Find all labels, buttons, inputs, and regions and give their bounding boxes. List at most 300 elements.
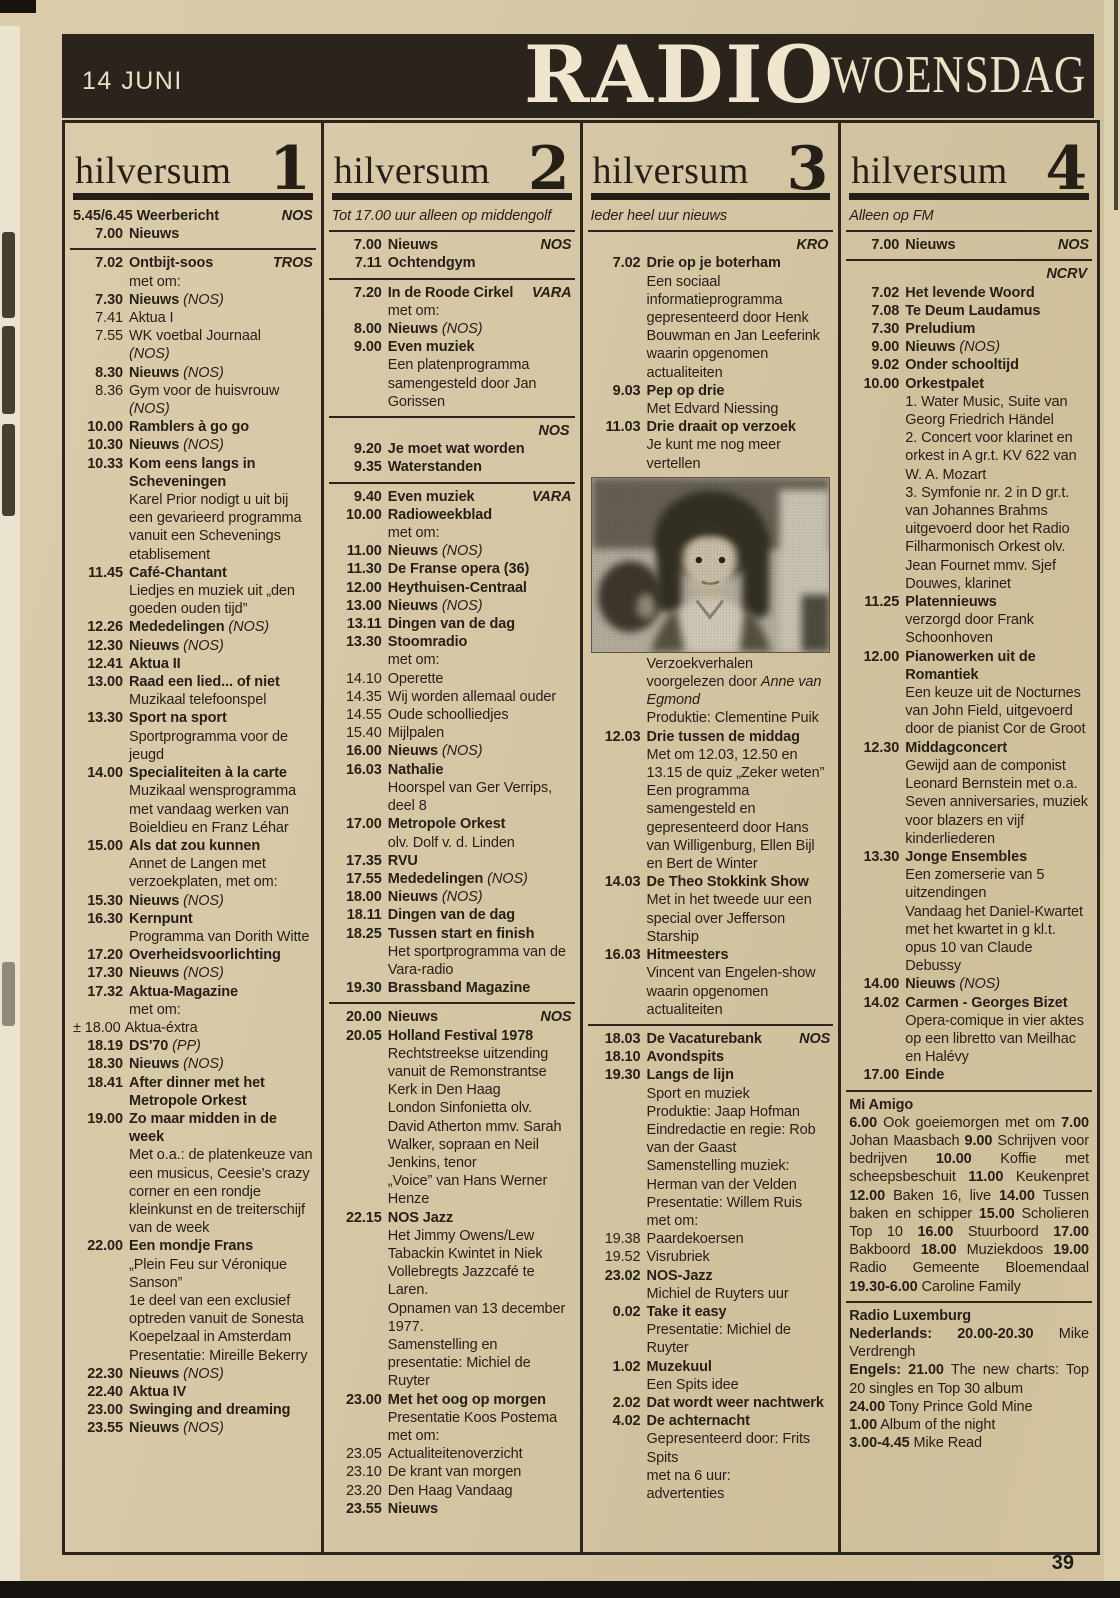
program-title: Sport na sport bbox=[129, 710, 227, 727]
program-entry bbox=[388, 236, 572, 254]
page-number: 39 bbox=[1051, 1552, 1074, 1574]
broadcaster-label: VARA bbox=[531, 488, 572, 505]
station-number: 4 bbox=[1045, 134, 1087, 204]
program-entry bbox=[647, 1030, 831, 1048]
text-run: Caroline Family bbox=[917, 1278, 1021, 1295]
program-entry bbox=[388, 906, 572, 924]
program-row bbox=[849, 1066, 1089, 1084]
program-time: 14.00 bbox=[863, 976, 900, 993]
program-row bbox=[73, 309, 313, 327]
text-run: Engels: 21.00 bbox=[849, 1362, 944, 1379]
program-title: Middagconcert bbox=[905, 739, 1008, 756]
program-entry bbox=[388, 1482, 572, 1500]
program-time: 20.05 bbox=[345, 1027, 382, 1044]
caption-text bbox=[647, 709, 831, 727]
program-description: Presentatie: Mireille Bekerry bbox=[129, 1347, 308, 1364]
program-title: Ochtendgym bbox=[387, 255, 476, 272]
caption-indent bbox=[591, 709, 647, 727]
section-divider bbox=[329, 230, 575, 232]
program-time: 9.20 bbox=[353, 441, 382, 458]
program-row bbox=[73, 1019, 313, 1037]
program-time: 10.00 bbox=[345, 506, 382, 523]
program-entry bbox=[388, 815, 572, 851]
program-time: 13.00 bbox=[87, 674, 123, 691]
program-title: Even muziek bbox=[387, 339, 475, 356]
program-row bbox=[332, 579, 572, 597]
program-time: 17.00 bbox=[345, 816, 382, 833]
program-description: Met in het tweede uur een special over Jefferson Starship bbox=[646, 892, 812, 945]
program-suffix: (NOS) bbox=[441, 597, 483, 614]
program-description: 2. Concert voor klarinet en orkest in A gr.t. KV 622 van W. A. Mozart bbox=[905, 430, 1077, 483]
program-entry bbox=[905, 648, 1089, 739]
mi-amigo-block bbox=[849, 1096, 1089, 1296]
text-run: 18.00 bbox=[920, 1242, 957, 1259]
program-row bbox=[73, 1365, 313, 1383]
program-title: Nieuws bbox=[387, 543, 438, 560]
program-title: Nieuws bbox=[129, 1420, 180, 1437]
program-row bbox=[332, 320, 572, 338]
program-entry bbox=[129, 837, 313, 892]
program-entry bbox=[129, 291, 313, 309]
photo-caption bbox=[591, 709, 831, 727]
program-suffix: (NOS) bbox=[183, 1420, 224, 1437]
program-entry bbox=[905, 356, 1089, 374]
program-time: 7.30 bbox=[95, 291, 123, 308]
station-name: hilversum bbox=[333, 150, 491, 192]
program-entry bbox=[647, 254, 831, 381]
program-row bbox=[332, 338, 572, 411]
program-time: 7.00 bbox=[95, 226, 123, 243]
program-title: Drie op je boterham bbox=[646, 255, 781, 272]
program-entry bbox=[905, 593, 1089, 648]
program-entry bbox=[905, 1066, 1089, 1084]
program-title: Een mondje Frans bbox=[129, 1238, 254, 1255]
section-divider bbox=[329, 278, 575, 280]
radio-luxemburg-block bbox=[849, 1307, 1089, 1453]
program-row bbox=[73, 910, 313, 946]
channel-note: Tot 17.00 uur alleen op middengolf bbox=[331, 208, 552, 224]
text-run: 15.00 bbox=[978, 1205, 1015, 1222]
program-time: 17.35 bbox=[345, 852, 382, 869]
program-title: Actualiteitenoverzicht bbox=[387, 1446, 523, 1463]
program-time: 19.38 bbox=[604, 1231, 641, 1248]
program-description: olv. Dolf v. d. Linden bbox=[387, 834, 515, 851]
program-time: 12.26 bbox=[87, 619, 123, 636]
program-description: met om: bbox=[129, 1001, 181, 1018]
program-time: 13.30 bbox=[87, 710, 123, 727]
program-description: 3. Symfonie nr. 2 in D gr.t. van Johannes Brahms bbox=[905, 484, 1070, 520]
program-description: uitgevoerd door het Radio Filharmonisch Orkest olv. Jean Fournet mmv. Sjef Douwes, klarinet bbox=[905, 521, 1070, 592]
program-row bbox=[332, 1463, 572, 1481]
program-row bbox=[332, 1027, 572, 1209]
program-description: „Voice” van Hans Werner Henze bbox=[387, 1173, 548, 1208]
program-entry bbox=[129, 564, 313, 619]
text-run: Bakboord bbox=[849, 1242, 921, 1259]
program-title: Drie tussen de middag bbox=[646, 728, 800, 745]
program-title: Wij worden allemaal ouder bbox=[387, 688, 557, 705]
program-description: Opnamen van 13 december 1977. bbox=[387, 1300, 566, 1335]
program-description: met om: bbox=[387, 1428, 440, 1444]
program-time: 9.00 bbox=[353, 339, 382, 356]
program-title: Einde bbox=[905, 1067, 945, 1084]
program-title: Nieuws bbox=[129, 1365, 180, 1382]
program-entry bbox=[647, 382, 831, 418]
program-time: 16.30 bbox=[87, 910, 123, 927]
program-title: Avondspits bbox=[646, 1049, 724, 1066]
channel-note: Alleen op FM bbox=[849, 208, 934, 224]
program-title: Aktua I bbox=[129, 310, 174, 327]
program-row bbox=[591, 1412, 831, 1503]
text-run: 7.00 bbox=[1061, 1114, 1089, 1131]
program-row bbox=[332, 906, 572, 924]
program-row bbox=[332, 670, 572, 688]
section-divider bbox=[329, 482, 575, 484]
program-entry bbox=[647, 1358, 831, 1394]
program-time: 9.02 bbox=[871, 357, 900, 374]
program-row bbox=[73, 1419, 313, 1437]
program-description: Hoorspel van Ger Verrips, deel 8 bbox=[387, 779, 553, 815]
program-entry bbox=[905, 338, 1089, 356]
program-title: Onder schooltijd bbox=[905, 357, 1019, 374]
program-time: 14.35 bbox=[345, 688, 382, 705]
program-row bbox=[332, 1445, 572, 1463]
program-photo bbox=[591, 477, 831, 653]
program-time: 23.05 bbox=[345, 1446, 382, 1463]
program-row bbox=[73, 1055, 313, 1073]
program-entry bbox=[647, 1048, 831, 1066]
program-description: 1e deel van een exclusief optreden vanuit de Sonesta Koepelzaal in Amsterdam bbox=[129, 1292, 304, 1346]
program-row bbox=[73, 364, 313, 382]
program-time: 10.00 bbox=[863, 375, 900, 392]
program-entry bbox=[129, 1419, 313, 1437]
program-time: 18.30 bbox=[87, 1056, 123, 1073]
program-row bbox=[849, 338, 1089, 356]
program-entry bbox=[647, 1394, 831, 1412]
program-title: Nieuws bbox=[905, 976, 956, 993]
program-title: Aktua-éxtra bbox=[124, 1019, 198, 1036]
program-entry bbox=[388, 1027, 572, 1209]
date-label: 14 JUNI bbox=[82, 67, 183, 95]
program-time: 9.00 bbox=[871, 339, 900, 356]
program-time: 19.52 bbox=[604, 1249, 641, 1266]
program-title: Stoomradio bbox=[387, 634, 468, 651]
program-row bbox=[332, 1391, 572, 1446]
program-title: Nieuws bbox=[129, 1056, 180, 1073]
program-title: After dinner met het Metropole Orkest bbox=[129, 1074, 265, 1109]
text-run: 11.00 bbox=[968, 1169, 1004, 1186]
program-title: Nieuws bbox=[387, 597, 438, 614]
program-row bbox=[73, 1110, 313, 1237]
program-row bbox=[332, 870, 572, 888]
program-time: 7.41 bbox=[95, 310, 123, 327]
program-row bbox=[332, 925, 572, 980]
program-description: Een platenprogramma samengesteld door Jan Gorissen bbox=[387, 357, 537, 410]
program-description: Liedjes en muziek uit „den goeden ouden tijd” bbox=[129, 583, 295, 618]
section-divider bbox=[846, 259, 1092, 261]
program-entry bbox=[388, 688, 572, 706]
program-time: 11.45 bbox=[88, 564, 123, 581]
program-time: 18.03 bbox=[604, 1030, 641, 1047]
program-entry bbox=[129, 225, 313, 243]
station-name: hilversum bbox=[75, 150, 232, 192]
scan-artifact bbox=[0, 1581, 1120, 1598]
program-time: 23.00 bbox=[345, 1391, 382, 1408]
program-entry bbox=[647, 1412, 831, 1503]
program-title: RVU bbox=[387, 852, 418, 869]
program-row bbox=[332, 706, 572, 724]
program-row bbox=[73, 327, 313, 363]
station-listings bbox=[332, 207, 572, 1518]
program-title: Jonge Ensembles bbox=[905, 848, 1028, 865]
program-title: Langs de lijn bbox=[646, 1067, 734, 1084]
program-description: met om: bbox=[387, 652, 440, 669]
text-run: Album of the night bbox=[877, 1417, 996, 1433]
program-description: Het sportprogramma van de Vara-radio bbox=[387, 943, 566, 978]
program-entry bbox=[129, 1237, 313, 1364]
program-suffix: (NOS) bbox=[183, 1056, 224, 1073]
text-run: 3.00-4.45 bbox=[849, 1435, 910, 1452]
program-title: WK voetbal Journaal bbox=[129, 328, 261, 345]
program-entry bbox=[129, 1074, 313, 1110]
program-row bbox=[849, 593, 1089, 648]
program-time: 8.30 bbox=[95, 364, 123, 381]
program-title: Raad een lied... of niet bbox=[129, 674, 280, 691]
program-title: Kom eens langs in Scheveningen bbox=[129, 455, 256, 490]
station-block-hilversum-2 bbox=[324, 123, 583, 1552]
program-time: 12.30 bbox=[87, 637, 123, 654]
program-time: 14.00 bbox=[87, 765, 123, 782]
program-row bbox=[591, 1066, 831, 1230]
program-title: Je moet wat worden bbox=[387, 441, 525, 458]
program-time: 15.00 bbox=[87, 837, 123, 854]
program-time: 17.30 bbox=[87, 965, 123, 982]
program-entry bbox=[388, 284, 572, 320]
program-description: Een keuze uit de Nocturnes van John Field, uitgevoerd door de pianist Cor de Groot bbox=[905, 685, 1086, 738]
program-title: De Franse opera (36) bbox=[387, 561, 530, 578]
station-header bbox=[73, 123, 313, 204]
program-title: Radioweekblad bbox=[387, 506, 493, 523]
program-title: Nieuws bbox=[129, 291, 180, 308]
program-title: Als dat zou kunnen bbox=[129, 837, 261, 854]
text-run: Verzoekverhalen voorgelezen door bbox=[646, 655, 761, 691]
program-time: 7.20 bbox=[353, 284, 382, 301]
program-title: Nathalie bbox=[387, 761, 444, 778]
program-row bbox=[332, 254, 572, 272]
text-run: Nederlands: 20.00-20.30 bbox=[849, 1325, 1034, 1342]
program-entry bbox=[129, 983, 313, 1019]
photo-image bbox=[591, 477, 831, 653]
scan-artifact bbox=[0, 0, 36, 13]
scan-artifact bbox=[1114, 0, 1118, 210]
free-block-text bbox=[849, 1434, 1089, 1452]
program-title: Holland Festival 1978 bbox=[387, 1027, 534, 1044]
program-row bbox=[73, 436, 313, 454]
program-title: Ontbijt-soos bbox=[129, 255, 214, 272]
program-description: Presentatie Koos Postema bbox=[387, 1409, 558, 1426]
program-row bbox=[591, 728, 831, 874]
program-title: In de Roode Cirkel bbox=[387, 284, 514, 301]
program-description: Sportprogramma voor de jeugd bbox=[129, 728, 288, 763]
program-entry bbox=[388, 1445, 572, 1463]
program-description: Het Jimmy Owens/Lew Tabackin Kwintet in Niek Vollebregts Jazzcafé te Laren. bbox=[387, 1227, 543, 1299]
program-entry bbox=[388, 1391, 572, 1446]
program-entry bbox=[129, 946, 313, 964]
program-time: 8.36 bbox=[95, 382, 123, 399]
program-title: Brassband Magazine bbox=[387, 980, 531, 997]
program-row bbox=[73, 418, 313, 436]
program-suffix: (NOS) bbox=[183, 1365, 224, 1382]
program-suffix: (PP) bbox=[172, 1038, 201, 1055]
program-title: Aktua II bbox=[129, 655, 181, 672]
section-divider bbox=[846, 1090, 1092, 1092]
program-time: 12.03 bbox=[604, 728, 641, 745]
program-time: 13.30 bbox=[863, 848, 900, 865]
program-time: 1.02 bbox=[612, 1358, 641, 1375]
program-suffix: (NOS) bbox=[441, 543, 483, 560]
section-divider bbox=[588, 1024, 834, 1026]
program-row bbox=[849, 975, 1089, 993]
program-entry bbox=[129, 364, 313, 382]
program-suffix: (NOS) bbox=[183, 291, 224, 308]
program-suffix: (NOS) bbox=[183, 637, 224, 654]
program-title: Nieuws bbox=[129, 965, 180, 982]
station-number: 3 bbox=[786, 134, 829, 204]
program-entry bbox=[905, 320, 1089, 338]
program-time: 18.00 bbox=[345, 889, 382, 906]
program-description: Programma van Dorith Witte bbox=[129, 928, 310, 945]
program-title: De achternacht bbox=[646, 1413, 750, 1430]
text-run: Tussen baken en schipper bbox=[849, 1187, 1089, 1222]
program-title: Platennieuws bbox=[905, 594, 997, 611]
program-entry bbox=[388, 542, 572, 560]
program-time: 16.03 bbox=[345, 761, 382, 778]
program-row bbox=[332, 615, 572, 633]
section-divider bbox=[329, 1002, 575, 1004]
program-description: Met om 12.03, 12.50 en 13.15 de quiz „Zeker weten” bbox=[646, 746, 825, 782]
program-title: Carmen - Georges Bizet bbox=[905, 994, 1068, 1011]
program-row bbox=[332, 888, 572, 906]
program-row bbox=[332, 284, 572, 320]
program-entry bbox=[129, 1365, 313, 1383]
program-entry bbox=[388, 870, 572, 888]
program-time: 14.02 bbox=[863, 994, 900, 1011]
text-run: Ook goeiemorgen met om bbox=[877, 1114, 1062, 1131]
program-row bbox=[73, 618, 313, 636]
program-row bbox=[332, 542, 572, 560]
program-title: Nieuws bbox=[129, 637, 180, 654]
program-entry bbox=[388, 633, 572, 669]
section-divider bbox=[70, 248, 316, 250]
program-time: 23.55 bbox=[345, 1500, 382, 1517]
program-entry bbox=[388, 888, 572, 906]
program-row bbox=[73, 1401, 313, 1419]
program-entry bbox=[388, 488, 572, 506]
program-time: 22.30 bbox=[87, 1365, 123, 1382]
program-title: Even muziek bbox=[387, 488, 475, 505]
program-title: Zo maar midden in de week bbox=[129, 1110, 277, 1146]
program-time: 11.30 bbox=[346, 561, 382, 578]
program-entry bbox=[388, 597, 572, 615]
program-row bbox=[332, 852, 572, 870]
program-description: Annet de Langen met verzoekplaten, met om: bbox=[129, 856, 278, 891]
station-block-hilversum-4 bbox=[841, 123, 1097, 1552]
program-entry bbox=[129, 418, 313, 436]
text-run: The new charts: Top 20 singles en Top 30 album bbox=[849, 1362, 1089, 1397]
free-block-title: Radio Luxemburg bbox=[849, 1307, 972, 1324]
program-title: Waterstanden bbox=[387, 459, 482, 476]
program-description: Gewijd aan de componist Leonard Bernstein met o.a. Seven anniversaries, muziek voor blazers en vijf kinderliederen bbox=[905, 757, 1088, 847]
program-row bbox=[849, 739, 1089, 848]
program-title: NOS Jazz bbox=[387, 1209, 454, 1226]
photo-caption bbox=[591, 655, 831, 710]
program-row bbox=[73, 1237, 313, 1364]
program-entry bbox=[129, 1401, 313, 1419]
program-entry bbox=[129, 709, 313, 764]
broadcaster-label: TROS bbox=[272, 255, 313, 272]
program-description: Gepresenteerd door: Frits Spits bbox=[646, 1431, 811, 1466]
text-run: Schrijven voor bedrijven bbox=[849, 1132, 1090, 1168]
program-title: Nieuws bbox=[129, 892, 180, 909]
program-entry bbox=[129, 455, 313, 564]
broadcaster-label: NOS bbox=[540, 1009, 572, 1026]
program-description: Eindredactie en regie: Rob van der Gaast bbox=[646, 1121, 816, 1157]
program-time: 23.20 bbox=[345, 1482, 382, 1499]
program-row bbox=[332, 560, 572, 578]
program-entry bbox=[388, 742, 572, 760]
program-title: De krant van morgen bbox=[387, 1464, 522, 1481]
program-description: Samenstelling muziek: Herman van der Velden bbox=[646, 1158, 797, 1193]
program-title: Mijlpalen bbox=[387, 725, 445, 742]
program-description: Een Spits idee bbox=[646, 1376, 739, 1393]
program-time: 7.55 bbox=[95, 328, 123, 345]
program-title: De Theo Stokkink Show bbox=[646, 874, 809, 891]
program-row bbox=[73, 709, 313, 764]
program-row bbox=[73, 673, 313, 709]
program-entry bbox=[388, 1209, 572, 1391]
program-row bbox=[849, 302, 1089, 320]
program-row bbox=[332, 688, 572, 706]
program-time: 14.55 bbox=[345, 707, 382, 724]
program-row bbox=[73, 983, 313, 1019]
program-entry bbox=[647, 1230, 831, 1248]
program-time: 23.55 bbox=[87, 1420, 123, 1437]
program-row bbox=[332, 1500, 572, 1518]
program-row bbox=[332, 724, 572, 742]
program-title: Nieuws bbox=[387, 743, 438, 760]
program-title: Gym voor de huisvrouw bbox=[129, 382, 280, 399]
program-time: 13.00 bbox=[345, 597, 382, 614]
program-row bbox=[849, 648, 1089, 739]
program-time: 18.25 bbox=[345, 925, 382, 942]
program-suffix: (NOS) bbox=[183, 965, 224, 982]
program-suffix: (NOS) bbox=[959, 339, 1000, 356]
program-row bbox=[73, 455, 313, 564]
section-divider bbox=[588, 230, 834, 232]
program-time: 9.03 bbox=[612, 382, 641, 399]
program-suffix: (NOS) bbox=[441, 743, 483, 760]
program-entry bbox=[388, 706, 572, 724]
program-title: Nieuws bbox=[387, 237, 438, 254]
program-entry bbox=[388, 560, 572, 578]
program-row bbox=[73, 837, 313, 892]
program-time: 18.19 bbox=[87, 1038, 123, 1055]
station-block-hilversum-3 bbox=[583, 123, 842, 1552]
program-entry bbox=[388, 1008, 572, 1026]
text-run: 1.00 bbox=[849, 1417, 878, 1433]
program-title: Metropole Orkest bbox=[387, 816, 506, 833]
free-block-text bbox=[849, 1114, 1089, 1296]
program-entry bbox=[129, 436, 313, 454]
